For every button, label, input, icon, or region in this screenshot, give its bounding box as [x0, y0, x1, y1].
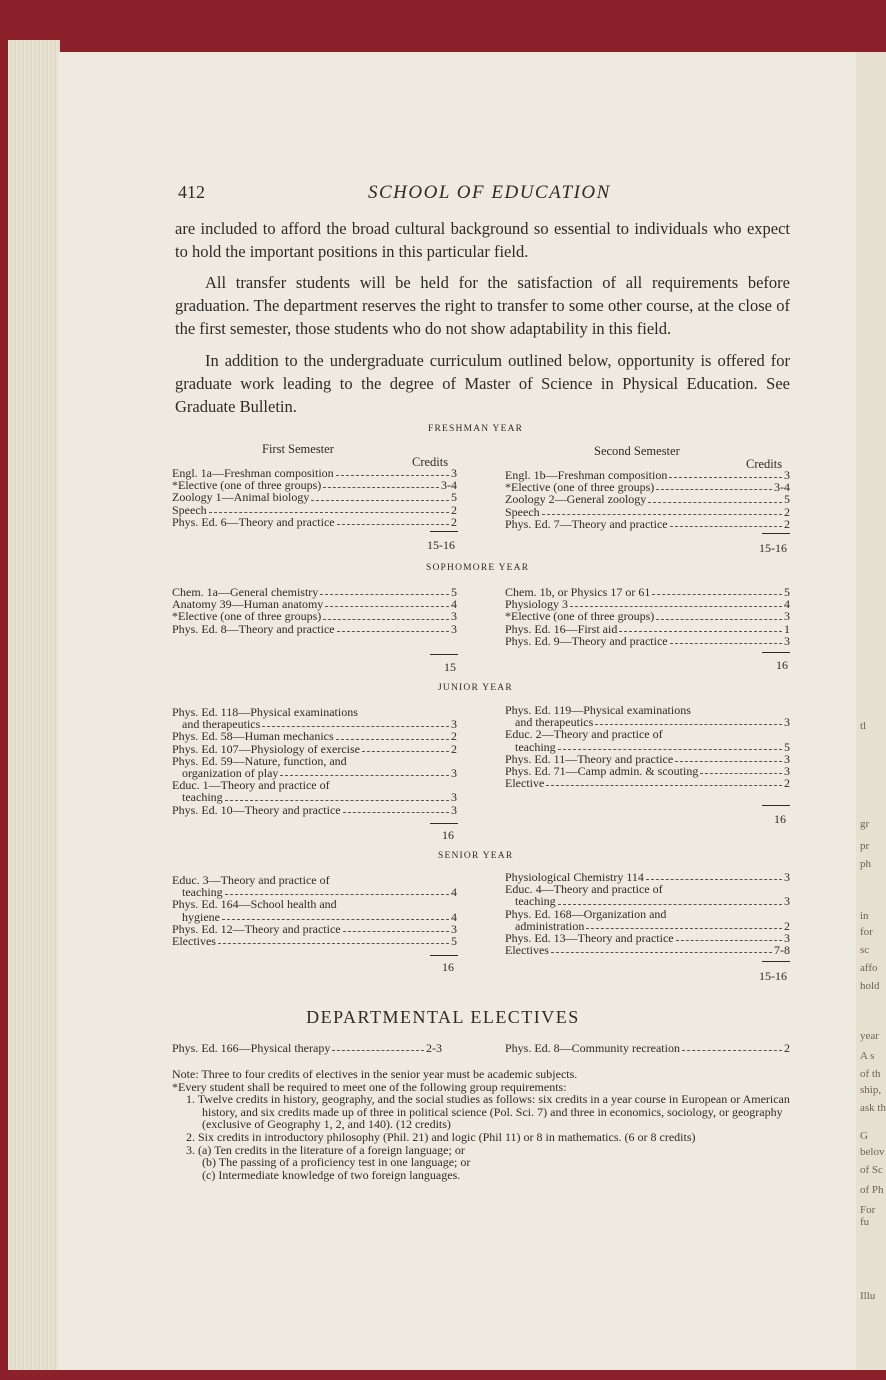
course-row: [172, 804, 457, 816]
adjacent-page-fragment: belov: [860, 1146, 885, 1158]
course-row: [172, 610, 457, 622]
page-edges-left: [8, 40, 60, 1370]
adjacent-page-fragment: year: [860, 1030, 879, 1042]
course-name-continued: organization of play: [182, 766, 279, 781]
adjacent-page-fragment: ask th: [860, 1102, 886, 1114]
course-row: [505, 506, 790, 518]
adjacent-page-fragment: hold: [860, 980, 880, 992]
course-name: Phys. Ed. 59—Nature, function, and: [172, 753, 347, 768]
course-credits: 5: [451, 585, 457, 599]
course-name: Phys. Ed. 119—Physical examinations: [505, 703, 691, 717]
course-credits: 1: [784, 621, 790, 636]
course-row: [172, 911, 457, 923]
course-name: *Elective (one of three groups): [505, 480, 655, 495]
course-credits: 3: [784, 633, 790, 648]
note-item-3b: (b) The passing of a proficiency test in one language; or: [202, 1155, 471, 1170]
freshman-right-total: 15-16: [759, 541, 787, 555]
course-credits: 4: [784, 597, 790, 612]
senior-right-total: 15-16: [759, 969, 787, 983]
course-row: [505, 765, 790, 777]
course-name: Chem. 1a—General chemistry: [172, 585, 319, 599]
course-name: Educ. 3—Theory and practice of: [172, 873, 330, 887]
course-row: [505, 944, 790, 956]
junior-right-total: 16: [774, 812, 786, 826]
freshman-second-semester-list: [505, 469, 790, 530]
year-heading-senior: SENIOR YEAR: [438, 851, 514, 861]
course-name: Educ. 1—Theory and practice of: [172, 778, 330, 793]
course-credits: 3: [784, 764, 790, 779]
course-credits: 3: [784, 894, 790, 909]
course-row: [505, 623, 790, 635]
course-row: [172, 743, 457, 755]
adjacent-page-fragment: ship,: [860, 1084, 882, 1096]
course-credits: 2: [451, 741, 457, 756]
adjacent-page-fragment: G: [860, 1130, 868, 1142]
junior-left-total: 16: [442, 828, 454, 842]
course-credits: 5: [784, 739, 790, 754]
course-name-continued: teaching: [182, 885, 223, 900]
senior-left-total: 16: [442, 960, 454, 974]
course-credits: 3: [784, 468, 790, 482]
course-name: Electives: [505, 943, 549, 958]
note-item-3c: (c) Intermediate knowledge of two foreign languages.: [202, 1167, 461, 1182]
course-name: Phys. Ed. 8—Theory and practice: [172, 621, 335, 636]
course-credits: 5: [451, 934, 457, 949]
course-name-continued: and therapeutics: [182, 717, 261, 732]
course-name: Phys. Ed. 58—Human mechanics: [172, 729, 334, 744]
adjacent-page-fragment: For fu: [860, 1204, 876, 1228]
adjacent-page-fragment: of th: [860, 1068, 881, 1080]
course-name-continued: administration: [515, 918, 585, 933]
course-credits: 5: [784, 492, 790, 507]
year-heading-freshman: FRESHMAN YEAR: [428, 424, 524, 434]
sophomore-left-total: 15: [444, 660, 456, 674]
adjacent-page-fragment: pr: [860, 840, 870, 852]
course-name: *Elective (one of three groups): [172, 609, 322, 624]
course-name: Anatomy 39—Human anatomy: [172, 597, 324, 612]
course-row: [505, 777, 790, 789]
course-credits: 2: [784, 504, 790, 519]
course-row: [505, 518, 790, 530]
course-credits: 3-4: [441, 478, 457, 493]
course-credits: 2: [784, 918, 790, 933]
course-name: Speech: [172, 502, 207, 517]
course-credits: 2: [784, 516, 790, 531]
freshman-first-semester-list: [172, 467, 457, 528]
course-credits: 4: [451, 597, 457, 612]
course-credits: 3: [451, 621, 457, 636]
total-rule: [762, 652, 790, 653]
course-credits: 3: [451, 802, 457, 817]
note-item-1: 1. Twelve credits in history, geography, and the social studies as follows: six credits in a year course in European or American history, and six credits made up of three in political science (Pol. Sci. 7) and three in economics, sociology, or geography (exclusive of Geography 1, 2, and 140). (12 credits): [186, 1092, 790, 1132]
course-name: Educ. 2—Theory and practice of: [505, 727, 663, 742]
course-name: Electives: [172, 934, 216, 949]
course-credits: 4: [451, 885, 457, 900]
senior-second-semester-list: [505, 871, 790, 956]
year-heading-junior: JUNIOR YEAR: [438, 683, 513, 693]
course-name: Phys. Ed. 164—School health and: [172, 897, 337, 912]
course-name-continued: and therapeutics: [515, 715, 594, 730]
course-name: Phys. Ed. 118—Physical examinations: [172, 705, 358, 719]
course-credits: 3: [451, 609, 457, 624]
course-credits: 3: [451, 921, 457, 936]
course-name: Phys. Ed. 11—Theory and practice: [505, 751, 674, 766]
adjacent-page-fragment: sc: [860, 944, 870, 956]
course-name: Phys. Ed. 6—Theory and practice: [172, 514, 335, 529]
adjacent-page-fragment: affo: [860, 962, 878, 974]
sophomore-first-semester-list: [172, 586, 457, 635]
dept-elective-right: [505, 1042, 790, 1054]
course-name: Speech: [505, 504, 540, 519]
departmental-electives-title: DEPARTMENTAL ELECTIVES: [306, 1007, 580, 1027]
course-row: [172, 504, 457, 516]
course-row: [505, 610, 790, 622]
course-name: Zoology 2—General zoology: [505, 492, 647, 507]
total-rule: [430, 955, 458, 956]
course-name: Phys. Ed. 16—First aid: [505, 621, 618, 636]
course-name-continued: teaching: [182, 790, 223, 805]
course-name-continued: hygiene: [182, 909, 220, 924]
elective-credits: 2: [784, 1041, 790, 1055]
course-name: Phys. Ed. 168—Organization and: [505, 906, 667, 921]
course-row: [172, 730, 457, 742]
sophomore-right-total: 16: [776, 658, 788, 672]
senior-first-semester-list: [172, 874, 457, 947]
note-item-2: 2. Six credits in introductory philosophy (Phil. 21) and logic (Phil 11) or 8 in mathematics. (6 or 8 credits): [186, 1129, 696, 1144]
course-name: Physiology 3: [505, 597, 569, 612]
course-row: [505, 635, 790, 647]
note-academic: Note: Three to four credits of electives in the senior year must be academic subjects.: [172, 1067, 578, 1081]
course-name-continued: teaching: [515, 739, 556, 754]
course-credits: 2: [451, 514, 457, 529]
course-credits: 3: [451, 717, 457, 732]
running-header: [178, 182, 788, 208]
course-credits: 3: [451, 790, 457, 805]
course-credits: 5: [451, 490, 457, 505]
course-row: [172, 491, 457, 503]
course-name-continued: teaching: [515, 894, 556, 909]
course-credits: 3: [451, 766, 457, 781]
course-name: Elective: [505, 776, 545, 791]
transfer-paragraph: All transfer students will be held for the satisfaction of all requirements before graduation. The department reserves the right to transfer to some other course, at the close of the first semester, those students who do not show adaptability in this field.: [175, 273, 790, 338]
course-credits: 3: [784, 931, 790, 946]
adjacent-page-fragment: in: [860, 910, 869, 922]
course-credits: 3-4: [774, 480, 790, 495]
course-name: Zoology 1—Animal biology: [172, 490, 310, 505]
total-rule: [762, 533, 790, 534]
adjacent-page-fragment: of Ph: [860, 1184, 884, 1196]
course-name: Physiological Chemistry 114: [505, 870, 644, 884]
course-row: [172, 791, 457, 803]
course-credits: 3: [784, 870, 790, 884]
elective-name: Phys. Ed. 166—Physical therapy: [172, 1041, 331, 1055]
course-name: *Elective (one of three groups): [172, 478, 322, 493]
course-row: [505, 895, 790, 907]
graduate-paragraph: In addition to the undergraduate curriculum outlined below, opportunity is offered for graduate work leading to the degree of Master of Science in Physical Education. See Graduate Bulletin.: [175, 351, 790, 416]
intro-paragraph: are included to afford the broad cultural background so essential to individuals who expect to hold the important positions in this particular field.: [175, 219, 790, 261]
course-name: Phys. Ed. 9—Theory and practice: [505, 633, 668, 648]
note-group-requirements: *Every student shall be required to meet one of the following group requirements:: [172, 1079, 567, 1094]
total-rule: [762, 805, 790, 806]
total-rule: [430, 654, 458, 655]
course-credits: 7-8: [774, 943, 790, 958]
dept-elective-left: [172, 1042, 442, 1054]
freshman-left-total: 15-16: [427, 538, 455, 552]
junior-second-semester-list: [505, 704, 790, 789]
course-name: Chem. 1b, or Physics 17 or 61: [505, 585, 651, 599]
running-title: SCHOOL OF EDUCATION: [368, 182, 611, 203]
course-name: Engl. 1b—Freshman composition: [505, 468, 668, 482]
course-name: *Elective (one of three groups): [505, 609, 655, 624]
notes-section: [172, 1068, 792, 1181]
course-name: Educ. 4—Theory and practice of: [505, 882, 663, 897]
adjacent-page-fragment: ph: [860, 858, 871, 870]
course-row: [505, 741, 790, 753]
adjacent-page-fragment: gr: [860, 818, 870, 830]
course-name: Phys. Ed. 13—Theory and practice: [505, 931, 674, 946]
course-row: [172, 935, 457, 947]
note-item-3: 3. (a) Ten credits in the literature of a foreign language; or: [186, 1142, 465, 1157]
adjacent-page-fragment: Illu: [860, 1290, 876, 1302]
course-credits: 2: [451, 502, 457, 517]
course-row: [172, 623, 457, 635]
first-semester-heading: First Semester: [262, 442, 334, 456]
year-heading-sophomore: SOPHOMORE YEAR: [426, 563, 530, 573]
course-name: Phys. Ed. 12—Theory and practice: [172, 921, 341, 936]
course-credits: 2: [784, 776, 790, 791]
sophomore-second-semester-list: [505, 586, 790, 647]
course-credits: 3: [784, 609, 790, 624]
course-credits: 3: [784, 715, 790, 730]
total-rule: [430, 531, 458, 532]
total-rule: [430, 823, 458, 824]
course-row: [505, 493, 790, 505]
course-name: Phys. Ed. 71—Camp admin. & scouting: [505, 764, 699, 779]
course-name: Engl. 1a—Freshman composition: [172, 466, 334, 480]
adjacent-page-fragment: of Sc: [860, 1164, 883, 1176]
course-name: Phys. Ed. 7—Theory and practice: [505, 516, 668, 531]
credits-heading-left: Credits: [412, 455, 449, 469]
page-number: 412: [178, 182, 205, 202]
course-name: Phys. Ed. 107—Physiology of exercise: [172, 741, 360, 756]
second-semester-heading: Second Semester: [594, 444, 680, 458]
course-credits: 2: [451, 729, 457, 744]
course-credits: 3: [451, 466, 457, 480]
credits-heading-right: Credits: [746, 457, 783, 471]
adjacent-page-fragment: A s: [860, 1050, 875, 1062]
course-name: Phys. Ed. 10—Theory and practice: [172, 802, 341, 817]
adjacent-page-fragment: tl: [860, 720, 867, 732]
course-credits: 3: [784, 751, 790, 766]
course-credits: 5: [784, 585, 790, 599]
adjacent-page-edge: [856, 52, 886, 1370]
course-credits: 4: [451, 909, 457, 924]
total-rule: [762, 961, 790, 962]
adjacent-page-fragment: for: [860, 926, 873, 938]
elective-name: Phys. Ed. 8—Community recreation: [505, 1041, 680, 1055]
junior-first-semester-list: [172, 706, 457, 816]
elective-credits: 2-3: [426, 1041, 442, 1055]
course-row: [172, 516, 457, 528]
